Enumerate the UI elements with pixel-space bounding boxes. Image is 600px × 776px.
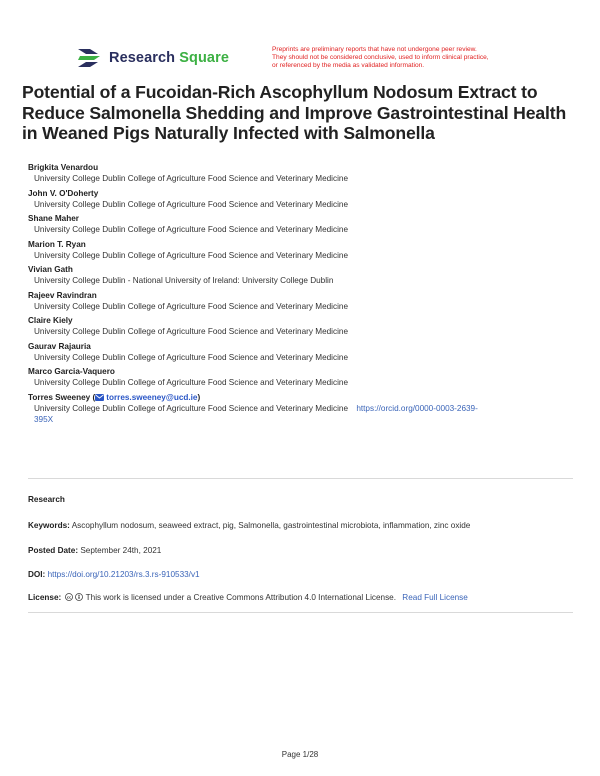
doi-label: DOI: [28,570,46,579]
svg-text:cc: cc [66,595,71,600]
corresponding-email-link[interactable]: torres.sweeney@ucd.ie [106,392,198,402]
author-name: Marion T. Ryan [28,239,86,249]
author-entry [28,213,573,236]
article-type [28,495,65,504]
author-name: Vivian Gath [28,265,73,274]
attribution-icon [75,593,83,601]
doi-link[interactable]: https://doi.org/10.21203/rs.3.rs-910533/v1 [47,570,200,579]
license-text: This work is licensed under a Creative Commons Attribution 4.0 International License. [85,593,397,602]
paren-close: ) [197,392,201,402]
author-list [28,162,573,429]
affiliation-text: University College Dublin College of Agriculture Food Science and Veterinary Medicine [34,403,349,413]
section-divider [28,478,573,479]
author-affiliation: University College Dublin College of Agriculture Food Science and Veterinary Medicine [34,174,349,183]
author-affiliation: University College Dublin College of Agriculture Food Science and Veterinary Medicine [34,250,349,260]
author-name: Brigkita Venardou [28,163,99,172]
logo-text [109,50,229,66]
creative-commons-icon [65,593,73,601]
author-name: Claire Kiely [28,316,73,325]
paper-title: Potential of a Fucoidan-Rich Ascophyllum Nodosum Extract to Reduce Salmonella Shedding and Improve Gastrointestinal Health in Weaned Pigs Naturally Infected with Salmonella [22,82,567,143]
mail-icon [95,394,104,401]
logo-accent-text: Square [179,50,229,66]
section-divider [28,612,573,613]
research-square-logo[interactable] [76,46,229,70]
license-line [28,593,468,602]
author-name: John V. O'Doherty [28,188,99,198]
author-entry [28,162,573,185]
research-square-logo-icon [76,46,102,70]
author-affiliation [28,403,573,426]
author-affiliation: University College Dublin College of Agriculture Food Science and Veterinary Medicine [34,225,349,234]
author-affiliation: University College Dublin College of Agriculture Food Science and Veterinary Medicine [34,327,349,336]
disclaimer-line: or referenced by the media as validated information. [272,61,425,69]
author-name [28,392,573,403]
author-entry [28,341,573,364]
author-affiliation: University College Dublin - National University of Ireland: University College Dublin [34,276,334,285]
author-name: Marco Garcia-Vaquero [28,367,115,376]
preprint-disclaimer [272,46,542,70]
logo-main-text: Research [109,50,180,66]
keywords-line [28,521,470,530]
keywords-value: Ascophyllum nodosum, seaweed extract, pig, Salmonella, gastrointestinal microbiota, inflammation, zinc oxide [71,521,471,530]
paren-open: ( [92,392,96,402]
read-full-license-link[interactable]: Read Full License [402,593,468,602]
corresponding-author-entry [28,392,573,426]
license-label: License: [28,593,62,602]
author-affiliation: University College Dublin College of Agriculture Food Science and Veterinary Medicine [34,378,349,387]
author-entry [28,366,573,389]
posted-date-label: Posted Date: [28,546,79,555]
keywords-label: Keywords: [28,521,70,530]
disclaimer-line: Preprints are preliminary reports that have not undergone peer review. [272,46,477,53]
author-entry [28,315,573,338]
page-number: Page 1/28 [281,750,319,759]
corresponding-author-name: Torres Sweeney [28,392,91,402]
author-name: Shane Maher [28,214,79,223]
author-entry [28,239,573,262]
orcid-link-continued[interactable]: 395X [34,415,54,424]
disclaimer-line: They should not be considered conclusive, used to inform clinical practice, [272,53,489,61]
doi-line [28,570,200,579]
orcid-link[interactable]: https://orcid.org/0000-0003-2639- [356,403,478,413]
posted-date-line [28,546,161,555]
author-entry [28,290,573,313]
author-affiliation: University College Dublin College of Agriculture Food Science and Veterinary Medicine [34,301,349,311]
author-name: Rajeev Ravindran [28,290,97,300]
article-type-label: Research [28,495,65,504]
author-entry [28,264,573,287]
author-entry [28,188,573,211]
author-affiliation: University College Dublin College of Agriculture Food Science and Veterinary Medicine [34,199,349,209]
author-name: Gaurav Rajauria [28,341,91,351]
author-affiliation: University College Dublin College of Agriculture Food Science and Veterinary Medicine [34,352,349,362]
header [76,46,536,76]
posted-date-value: September 24th, 2021 [80,546,162,555]
